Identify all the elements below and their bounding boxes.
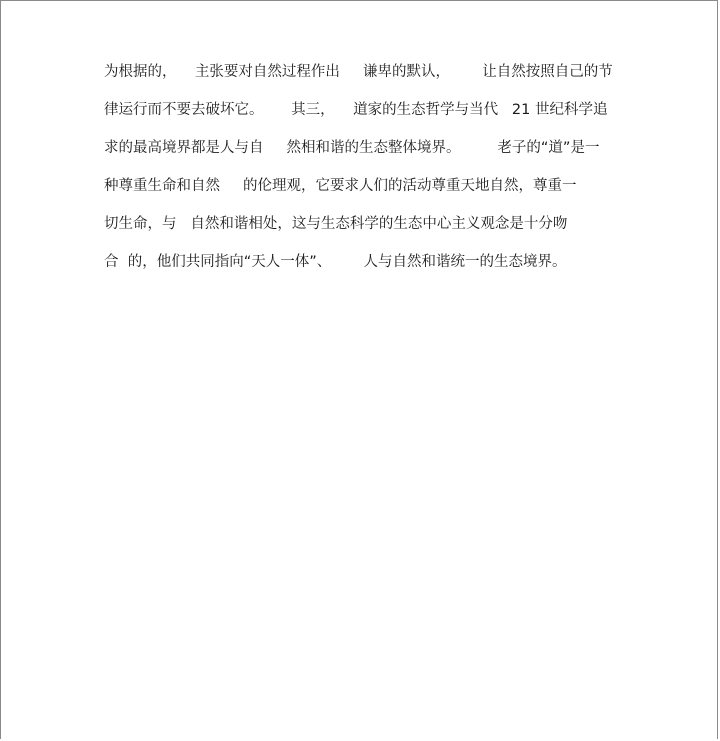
text-line-1: 为根据的， 主张要对自然过程作出 谦卑的默认， 让自然按照自己的节	[104, 64, 613, 80]
text-line-5: 切生命，与 自然和谐相处，这与生态科学的生态中心主义观念是十分吻	[104, 216, 568, 232]
text-line-6: 合 的，他们共同指向“天人一体”、 人与自然和谐统一的生态境界。	[104, 254, 567, 270]
text-line-2: 律运行而不要去破坏它。 其三， 道家的生态哲学与当代 21 世纪科学追	[104, 102, 608, 118]
paragraph	[104, 53, 624, 281]
text-line-3: 求的最高境界都是人与自 然相和谐的生态整体境界。 老子的“道”是一	[104, 140, 600, 156]
text-line-4: 种尊重生命和自然 的伦理观，它要求人们的活动尊重天地自然，尊重一	[104, 178, 577, 194]
